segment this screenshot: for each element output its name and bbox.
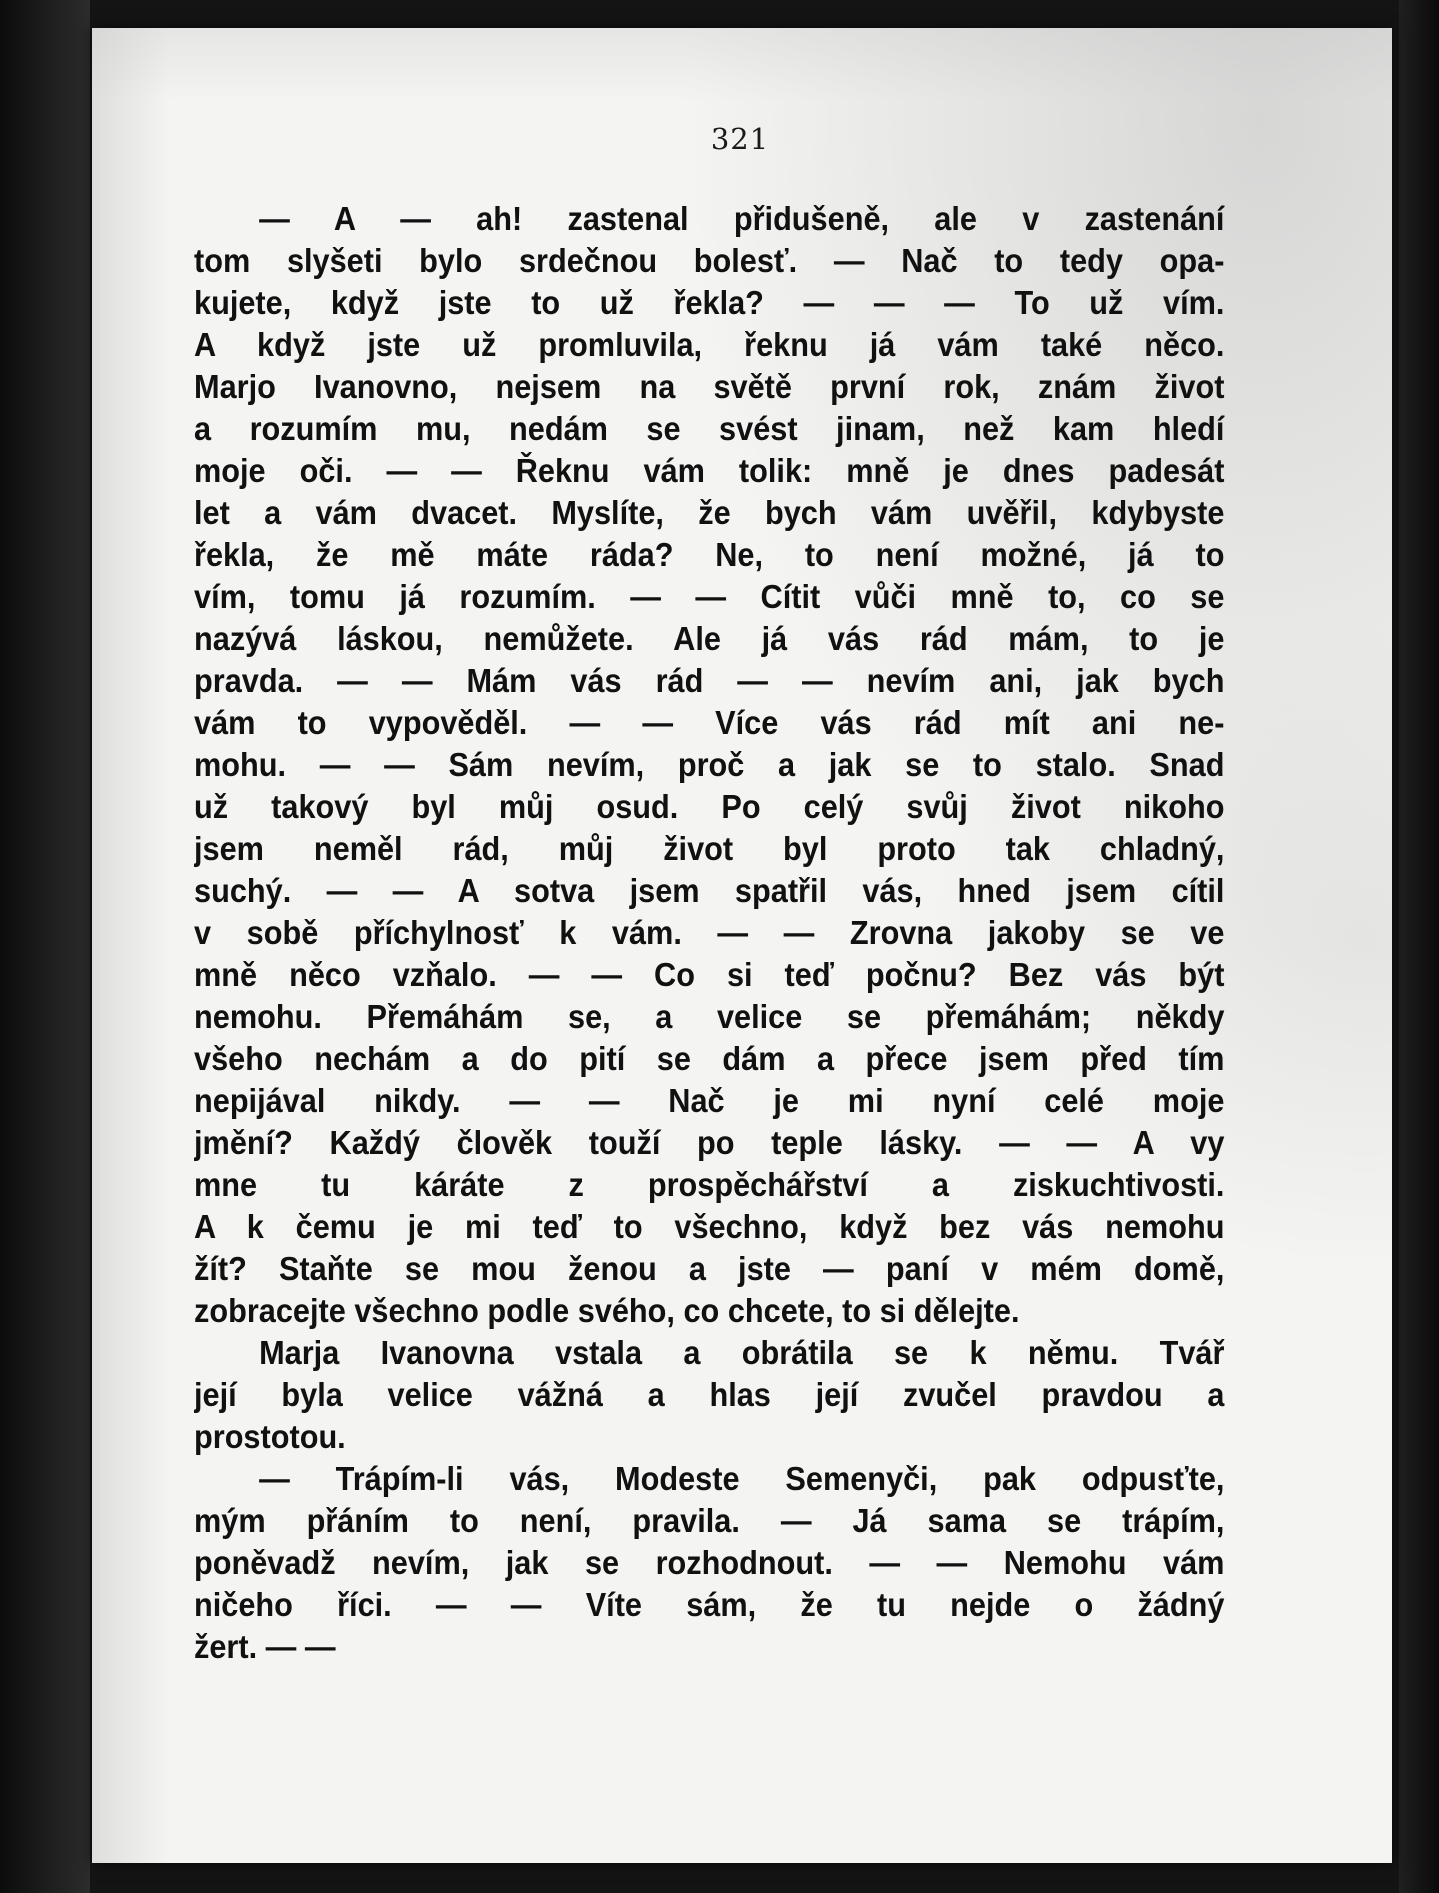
- text-line: mne tu káráte z prospěchářství a ziskuchtivosti.: [194, 1166, 1225, 1203]
- text-line: zobracejte všechno podle svého, co chcete, to si dělejte.: [194, 1292, 1020, 1329]
- text-line: A k čemu je mi teď to všechno, když bez vás nemohu: [194, 1208, 1225, 1245]
- text-line: suchý. — — A sotva jsem spatřil vás, hned jsem cítil: [194, 872, 1225, 909]
- text-line: nepijával nikdy. — — Nač je mi nyní celé moje: [194, 1082, 1225, 1119]
- text-line: Marja Ivanovna vstala a obrátila se k němu. Tvář: [259, 1334, 1225, 1371]
- text-line: vím, tomu já rozumím. — — Cítit vůči mně to, co se: [194, 578, 1225, 615]
- text-line: její byla velice vážná a hlas její zvučel pravdou a: [194, 1376, 1225, 1413]
- text-line: let a vám dvacet. Myslíte, že bych vám uvěřil, kdybyste: [194, 494, 1225, 531]
- text-line: mohu. — — Sám nevím, proč a jak se to stalo. Snad: [194, 746, 1225, 783]
- text-line: — Trápím-li vás, Modeste Semenyči, pak odpusťte,: [259, 1460, 1225, 1497]
- text-line: tom slyšeti bylo srdečnou bolesť. — Nač to tedy opa-: [194, 242, 1225, 279]
- page-text: [194, 198, 1224, 1668]
- text-line: nazývá láskou, nemůžete. Ale já vás rád mám, to je: [194, 620, 1225, 657]
- text-line: jsem neměl rád, můj život byl proto tak chladný,: [194, 830, 1225, 867]
- text-line: nemohu. Přemáhám se, a velice se přemáhám; někdy: [194, 998, 1225, 1035]
- text-line: řekla, že mě máte ráda? Ne, to není možné, já to: [194, 536, 1225, 573]
- page-number: 321: [710, 122, 770, 156]
- text-line: žert. — —: [194, 1628, 336, 1665]
- text-line: a rozumím mu, nedám se svést jinam, než kam hledí: [194, 410, 1225, 447]
- text-line: mně něco vzňalo. — — Co si teď počnu? Bez vás být: [194, 956, 1225, 993]
- scan-border-right: [1399, 0, 1439, 1893]
- book-page: [92, 28, 1392, 1863]
- text-line: už takový byl můj osud. Po celý svůj život nikoho: [194, 788, 1225, 825]
- text-line: pravda. — — Mám vás rád — — nevím ani, jak bych: [194, 662, 1225, 699]
- text-line: v sobě příchylnosť k vám. — — Zrovna jakoby se ve: [194, 914, 1225, 951]
- text-line: poněvadž nevím, jak se rozhodnout. — — Nemohu vám: [194, 1544, 1225, 1581]
- text-line: prostotou.: [194, 1418, 346, 1455]
- text-line: vám to vypověděl. — — Více vás rád mít ani ne-: [194, 704, 1225, 741]
- scan-border-left: [0, 0, 90, 1893]
- text-line: mým přáním to není, pravila. — Já sama se trápím,: [194, 1502, 1225, 1539]
- text-line: jmění? Každý člověk touží po teple lásky. — — A vy: [194, 1124, 1225, 1161]
- text-line: žít? Staňte se mou ženou a jste — paní v mém domě,: [194, 1250, 1225, 1287]
- text-line: kujete, když jste to už řekla? — — — To už vím.: [194, 284, 1225, 321]
- text-line: A když jste už promluvila, řeknu já vám také něco.: [194, 326, 1225, 363]
- text-line: všeho nechám a do pití se dám a přece jsem před tím: [194, 1040, 1225, 1077]
- text-line: moje oči. — — Řeknu vám tolik: mně je dnes padesát: [194, 452, 1225, 489]
- text-line: Marjo Ivanovno, nejsem na světě první rok, znám život: [194, 368, 1225, 405]
- text-line: ničeho říci. — — Víte sám, že tu nejde o žádný: [194, 1586, 1225, 1623]
- text-line: — A — ah! zastenal přidušeně, ale v zastenání: [259, 200, 1225, 237]
